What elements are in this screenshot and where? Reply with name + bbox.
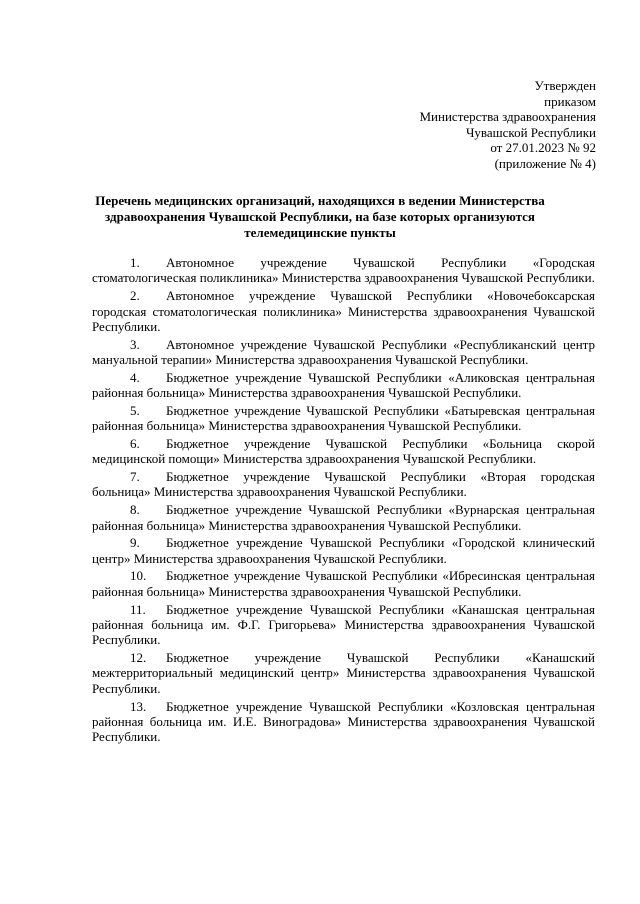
item-text: Автономное учреждение Чувашской Республики «Республиканский центр мануальной терапии» Министерства здравоохранения Чувашской Республики. — [92, 336, 595, 368]
approval-line: Министерства здравоохранения — [419, 109, 596, 125]
list-item — [92, 535, 595, 566]
approval-line: (приложение № 4) — [494, 155, 596, 171]
item-number: 11. — [130, 601, 146, 617]
item-text: Автономное учреждение Чувашской Республики «Новочебоксарская городская стоматологическая поликлиника» Министерства здравоохранения Чувашской Республики. — [92, 288, 595, 334]
document-title: Перечень медицинских организаций, находящихся в ведении Министерства здравоохранения Чувашской Республики, на базе которых организуются телемедицинские пункты — [95, 193, 545, 240]
item-text: Бюджетное учреждение Чувашской Республики «Городской клинический центр» Министерства здравоохранения Чувашской Республики. — [92, 535, 595, 566]
item-text: Бюджетное учреждение Чувашской Республики «Козловская центральная районная больница им. И.Е. Виноградова» Министерства здравоохранения Чувашской Республики. — [92, 698, 595, 745]
item-text: Бюджетное учреждение Чувашской Республики «Батыревская центральная районная больница» Министерства здравоохранения Чувашской Республики. — [92, 402, 595, 434]
list-item — [92, 568, 595, 599]
item-text: Бюджетное учреждение Чувашской Республики «Вторая городская больница» Министерства здравоохранения Чувашской Республики. — [92, 469, 595, 500]
approval-line: Чувашской Республики — [465, 124, 596, 140]
list-item — [92, 650, 595, 696]
approval-line: от 27.01.2023 № 92 — [490, 140, 596, 156]
organization-list — [92, 255, 595, 747]
approval-line: приказом — [544, 93, 596, 109]
item-text: Бюджетное учреждение Чувашской Республики «Вурнарская центральная районная больница» Министерства здравоохранения Чувашской Республики. — [92, 502, 595, 533]
item-text: Бюджетное учреждение Чувашской Республики «Канашский межтерриториальный медицинский центр» Министерства здравоохранения Чувашской Республики. — [92, 650, 595, 696]
item-number: 4. — [130, 369, 140, 385]
list-item — [92, 337, 595, 368]
item-text: Бюджетное учреждение Чувашской Республики «Ибресинская центральная районная больница» Министерства здравоохранения Чувашской Республики. — [92, 568, 595, 599]
item-number: 12. — [130, 650, 147, 666]
item-number: 3. — [130, 336, 140, 352]
item-number: 9. — [130, 535, 140, 551]
item-number: 5. — [130, 402, 140, 418]
item-number: 6. — [130, 435, 140, 451]
approval-line: Утвержден — [534, 78, 596, 93]
list-item — [92, 288, 595, 334]
list-item — [92, 602, 595, 648]
item-text: Бюджетное учреждение Чувашской Республики «Аликовская центральная районная больница» Министерства здравоохранения Чувашской Республики. — [92, 369, 595, 401]
list-item — [92, 436, 595, 467]
item-text: Бюджетное учреждение Чувашской Республики «Больница скорой медицинской помощи» Министерства здравоохранения Чувашской Республики. — [92, 435, 595, 467]
list-item — [92, 255, 595, 286]
item-number: 7. — [130, 469, 140, 485]
item-number: 8. — [130, 502, 140, 518]
item-number: 1. — [130, 255, 140, 270]
item-text: Бюджетное учреждение Чувашской Республики «Канашская центральная районная больница им. Ф.Г. Григорьева» Министерства здравоохранения Чувашской Республики. — [92, 601, 595, 648]
item-number: 2. — [130, 288, 140, 304]
approval-block — [420, 78, 597, 172]
list-item — [92, 403, 595, 434]
item-number: 10. — [130, 568, 147, 584]
list-item — [92, 370, 595, 401]
list-item — [92, 699, 595, 745]
list-item — [92, 502, 595, 533]
list-item — [92, 469, 595, 500]
item-text: Автономное учреждение Чувашской Республики «Городская стоматологическая поликлиника» Министерства здравоохранения Чувашской Республики. — [92, 255, 595, 286]
item-number: 13. — [130, 698, 147, 714]
